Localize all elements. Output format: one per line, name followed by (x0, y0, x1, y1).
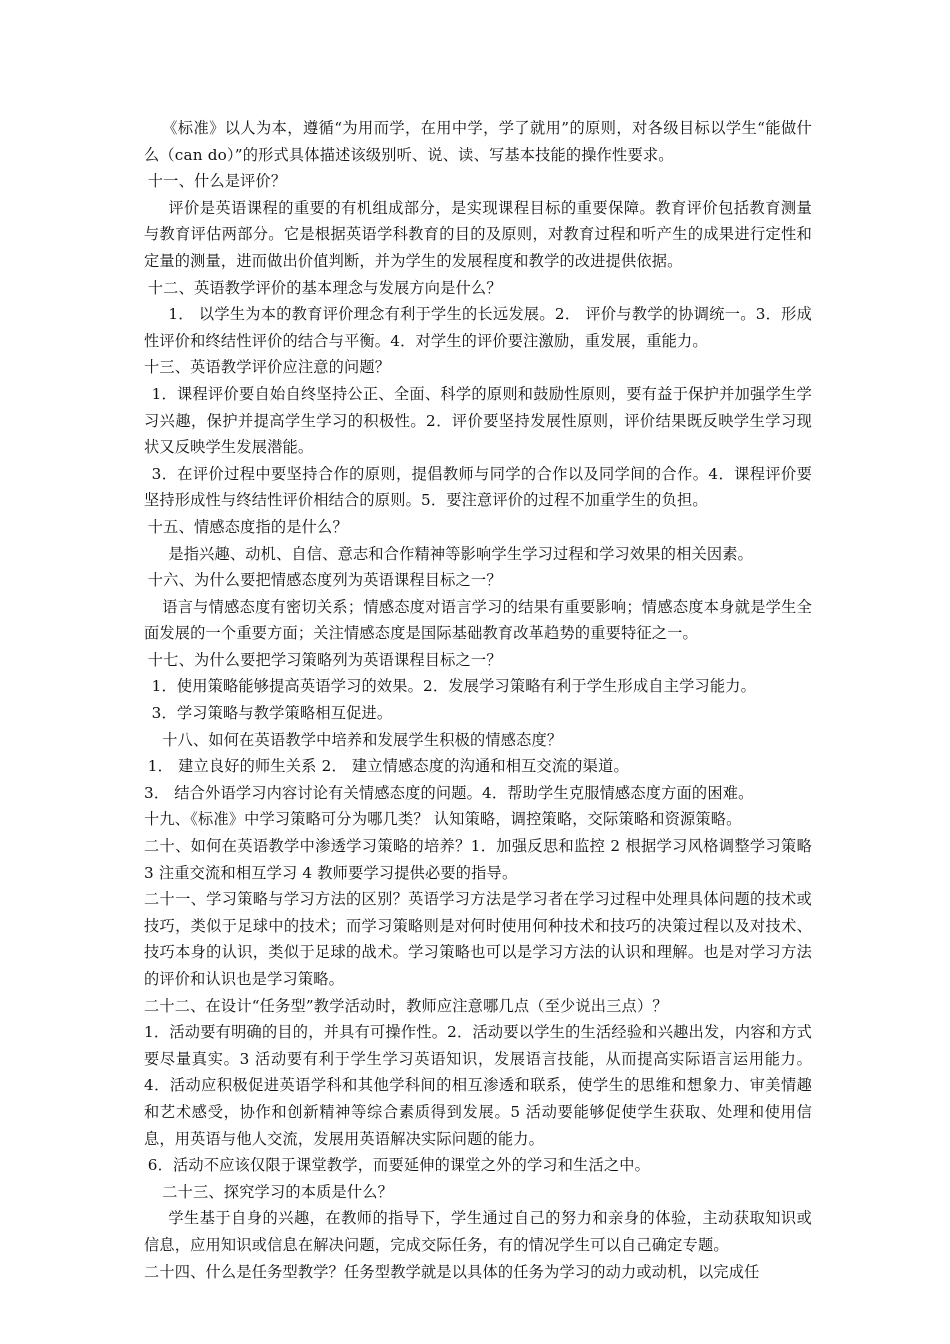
paragraph-a22-part2: 6．活动不应该仅限于课堂教学，而要延伸的课堂之外的学习和生活之中。 (147, 1156, 651, 1175)
heading-q22: 二十二、在设计“任务型”教学活动时，教师应注意哪几点（至少说出三点）？ (144, 996, 668, 1015)
heading-q11: 十一、什么是评价？ (147, 172, 287, 191)
paragraph-a17-part2: 3．学习策略与教学策略相互促进。 (151, 704, 393, 723)
paragraph-q21: 二十一、学习策略与学习方法的区别？英语学习方法是学习者在学习过程中处理具体问题的技术或技巧，类似于足球中的技术；而学习策略则是对何时使用何种技术和技巧的决策过程以及对技术、技巧本身的认识，类似于足球的战术。学习策略也可以是学习方法的认识和理解。也是对学习方法的评价和认识也是学习策略。 (144, 890, 812, 988)
heading-q23: 二十三、探究学习的本质是什么？ (162, 1182, 394, 1201)
paragraph-a16: 语言与情感态度有密切关系；情感态度对语言学习的结果有重要影响；情感态度本身就是学生全面发展的一个重要方面；关注情感态度是国际基础教育改革趋势的重要特征之一。 (144, 597, 812, 643)
paragraph-a13-part2: 3．在评价过程中要坚持合作的原则，提倡教师与同学的合作以及同学间的合作。4．课程评价要坚持形成性与终结性评价相结合的原则。5．要注意评价的过程不加重学生的负担。 (144, 464, 812, 510)
heading-q18: 十八、如何在英语教学中培养和发展学生积极的情感态度？ (162, 730, 563, 749)
paragraph-a17-part1: 1．使用策略能够提高英语学习的效果。2．发展学习策略有利于学生形成自主学习能力。 (151, 677, 757, 696)
heading-q17: 十七、为什么要把学习策略列为英语课程目标之一？ (147, 650, 502, 669)
heading-q13: 十三、英语教学评价应注意的问题？ (144, 358, 391, 377)
heading-q15: 十五、情感态度指的是什么？ (147, 517, 348, 536)
heading-q16: 十六、为什么要把情感态度列为英语课程目标之一？ (147, 571, 502, 590)
paragraph-a11: 评价是英语课程的重要的有机组成部分，是实现课程目标的重要保障。教育评价包括教育测量与教育评估两部分。它是根据英语学科教育的目的及原则，对教育过程和听产生的成果进行定性和定量的测量，进而做出价值判断，并为学生的发展程度和教学的改进提供依据。 (144, 198, 812, 270)
heading-q12: 十二、英语教学评价的基本理念与发展方向是什么？ (147, 278, 502, 297)
paragraph-a13-part1: 1．课程评价要自始自终坚持公正、全面、科学的原则和鼓励性原则，要有益于保护并加强学生学习兴趣，保护并提高学生学习的积极性。2．评价要坚持发展性原则，评价结果既反映学生学习现状又反映学生发展潜能。 (144, 384, 812, 457)
paragraph-standard-principle: 《标准》以人为本，遵循“为用而学，在用中学，学了就用”的原则，对各级目标以学生“能做什么（can do）”的形式具体描述该级别听、说、读、写基本技能的操作性要求。 (144, 119, 812, 164)
paragraph-a15: 是指兴趣、动机、自信、意志和合作精神等影响学生学习过程和学习效果的相关因素。 (168, 544, 754, 563)
paragraph-a22-part1: 1．活动要有明确的目的，并具有可操作性。2．活动要以学生的生活经验和兴趣出发，内容和方式要尽量真实。3 活动要有利于学生学习英语知识，发展语言技能，从而提高实际语言运用能力。 4．活动应积极促进英语学科和其他学科间的相互渗透和联系，使学生的思维和想象力、审美情趣和艺术感受，协作和创新精神等综合素质得到发展。5 活动要能够促使学生获取、处理和使用信息，用英语与他人交流，发展用英语解决实际问题的能力。 (144, 1023, 812, 1148)
paragraph-a18-part1: 1． 建立良好的师生关系 2． 建立情感态度的沟通和相互交流的渠道。 (147, 757, 629, 776)
paragraph-a18-part2: 3． 结合外语学习内容讨论有关情感态度的问题。4．帮助学生克服情感态度方面的困难。 (144, 783, 754, 802)
paragraph-q20: 二十、如何在英语教学中渗透学习策略的培养？1．加强反思和监控 2 根据学习风格调整学习策略 3 注重交流和相互学习 4 教师要学习提供必要的指导。 (144, 837, 812, 882)
paragraph-q24: 二十四、什么是任务型教学？任务型教学就是以具体的任务为学习的动力或动机，以完成任 (144, 1262, 760, 1281)
paragraph-a12: 1． 以学生为本的教育评价理念有利于学生的长远发展。2． 评价与教学的协调统一。3．形成性评价和终结性评价的结合与平衡。4．对学生的评价要注激励，重发展，重能力。 (144, 305, 812, 350)
paragraph-q19: 十九、《标准》中学习策略可分为哪几类？ 认知策略，调控策略，交际策略和资源策略。 (144, 810, 742, 829)
paragraph-a23: 学生基于自身的兴趣，在教师的指导下，学生通过自己的努力和亲身的体验，主动获取知识或信息，应用知识或信息在解决问题，完成交际任务，有的情况学生可以自己确定专题。 (144, 1209, 812, 1254)
document-page (144, 115, 812, 1285)
